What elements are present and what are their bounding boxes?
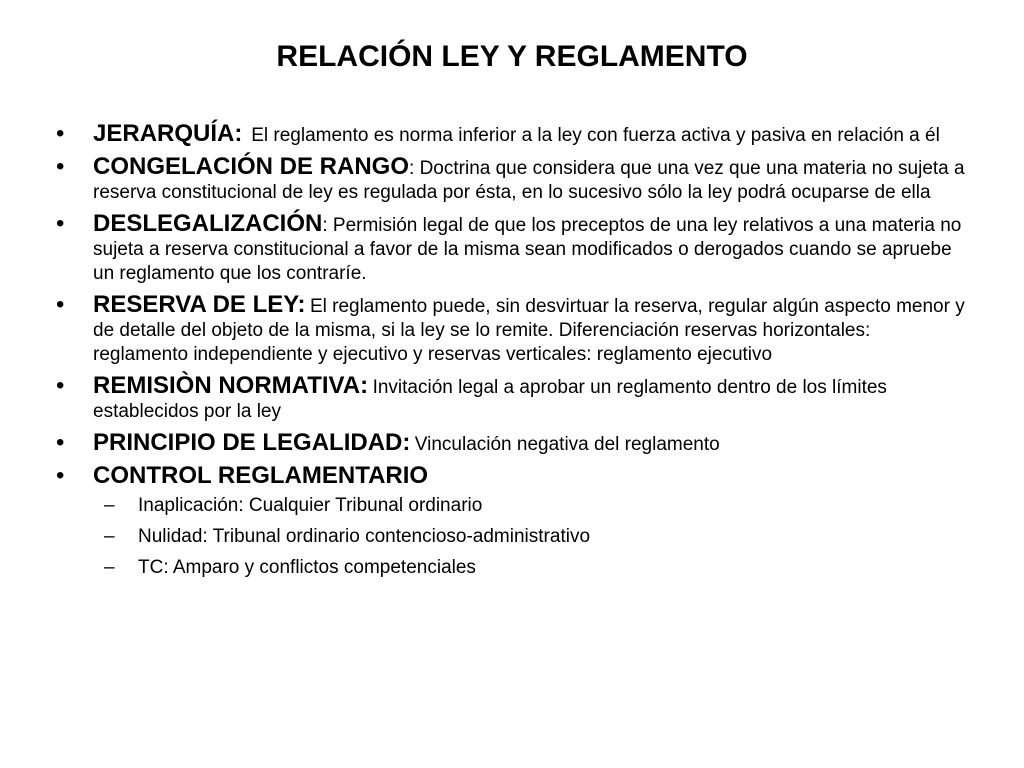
dash-bullet-icon: – <box>104 557 115 578</box>
item-description: : Doctrina que considera que una vez que una materia no sujeta a reserva constitucional de ley es regulada por ésta, en lo sucesivo sólo la ley podrá ocuparse de ella <box>93 158 965 203</box>
item-term: REMISIÒN NORMATIVA: <box>93 372 369 399</box>
list-item-reserva-de-ley <box>56 291 966 367</box>
item-term: PRINCIPIO DE LEGALIDAD: <box>93 429 411 456</box>
slide-content <box>56 120 966 587</box>
list-item-jerarquia <box>56 120 966 148</box>
bullet-icon: • <box>56 429 65 456</box>
sub-item-text: TC: Amparo y conflictos competenciales <box>138 557 476 578</box>
item-description: : Permisión legal de que los preceptos de una ley relativos a una materia no sujeta a reserva constitucional a favor de la misma sean modificados o derogados cuando se apruebe un reglamento que los contraríe. <box>93 215 962 284</box>
dash-bullet-icon: – <box>104 526 115 547</box>
item-description: El reglamento es norma inferior a la ley con fuerza activa y pasiva en relación a él <box>251 125 940 146</box>
sub-item-tc <box>93 556 966 579</box>
list-item-deslegalizacion <box>56 210 966 286</box>
bullet-icon: • <box>56 153 65 180</box>
item-term: DESLEGALIZACIÓN <box>93 210 323 237</box>
sub-item-text: Nulidad: Tribunal ordinario contencioso-administrativo <box>138 526 591 547</box>
bullet-icon: • <box>56 372 65 399</box>
item-term: CONTROL REGLAMENTARIO <box>93 462 429 489</box>
item-term: JERARQUÍA: <box>93 120 243 147</box>
bullet-icon: • <box>56 210 65 237</box>
list-item-principio-de-legalidad <box>56 429 966 457</box>
slide-title: RELACIÓN LEY Y REGLAMENTO <box>276 40 748 73</box>
bullet-icon: • <box>56 291 65 318</box>
bullet-icon: • <box>56 462 65 489</box>
bullet-icon: • <box>56 120 65 147</box>
list-item-control-reglamentario <box>56 462 966 579</box>
item-term: CONGELACIÓN DE RANGO <box>93 153 410 180</box>
item-description: Invitación legal a aprobar un reglamento dentro de los límites establecidos por la ley <box>93 377 887 422</box>
bullet-list <box>56 120 966 579</box>
item-description: Vinculación negativa del reglamento <box>414 434 720 455</box>
dash-bullet-icon: – <box>104 495 115 516</box>
item-description: El reglamento puede, sin desvirtuar la reserva, regular algún aspecto menor y de detalle del objeto de la misma, si la ley se lo remite. Diferenciación reservas horizontales: reglamento independiente y ejecutivo y reservas verticales: reglamento ejecutivo <box>93 296 965 365</box>
item-term: RESERVA DE LEY: <box>93 291 306 318</box>
list-item-congelacion-de-rango <box>56 153 966 205</box>
list-item-remision-normativa <box>56 372 966 424</box>
sub-item-inaplicacion <box>93 494 966 517</box>
sub-list <box>93 494 966 579</box>
sub-item-nulidad <box>93 525 966 548</box>
sub-item-text: Inaplicación: Cualquier Tribunal ordinario <box>138 495 483 516</box>
